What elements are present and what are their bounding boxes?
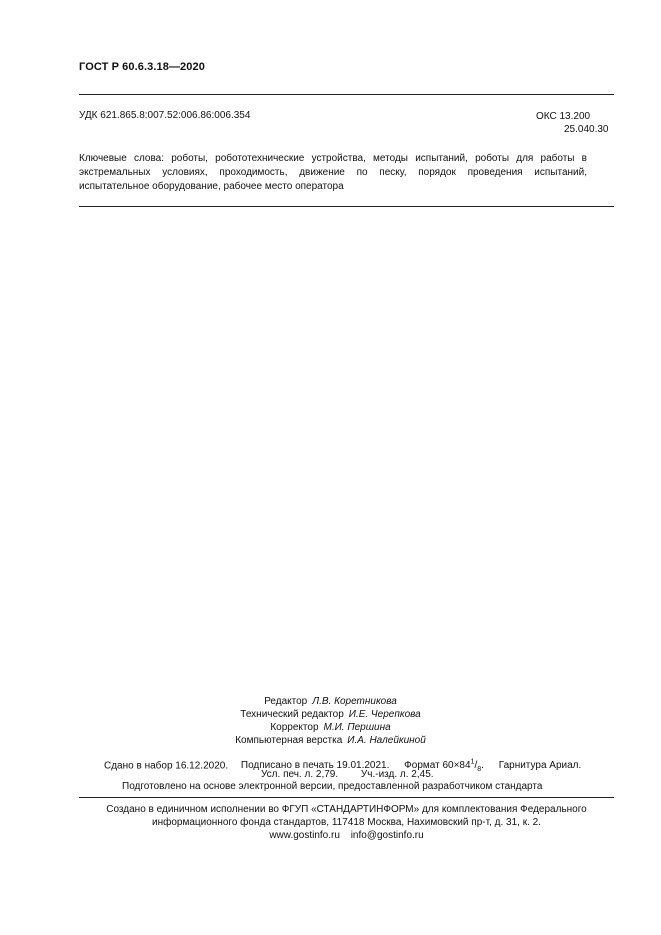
- credit-editor: Редактор Л.В. Коретникова: [264, 696, 397, 707]
- credits-block: [0, 695, 661, 747]
- credit-layout: Компьютерная верстка И.А. Налейкиной: [235, 735, 426, 746]
- oks-codes: [536, 110, 609, 136]
- udk-code: УДК 621.865.8:007.52:006.86:006.354: [79, 110, 251, 121]
- website-link[interactable]: www.gostinfo.ru: [269, 830, 340, 841]
- typeset-date: Сдано в набор 16.12.2020.: [104, 760, 229, 772]
- signed-date: Подписано в печать 19.01.2021.: [240, 760, 390, 772]
- credit-tech-editor: Технический редактор И.Е. Черепкова: [240, 709, 421, 720]
- footer-divider: [79, 797, 614, 798]
- print-sheets: Усл. печ. л. 2,79.: [261, 769, 339, 780]
- page-format: Формат $60\times 84^1/_8$.: [404, 759, 484, 774]
- email-link[interactable]: info@gostinfo.ru: [350, 830, 424, 841]
- typeface: Гарнитура Ариал.: [498, 760, 582, 772]
- credit-proofreader: Корректор М.И. Першина: [270, 722, 391, 733]
- keywords-divider: [79, 206, 614, 207]
- standard-code: ГОСТ Р 60.6.3.18—2020: [79, 61, 205, 73]
- footer-contacts: [79, 829, 614, 842]
- footer-line-2: информационного фонда стандартов, 117418 Москва, Нахимовский пр-т, д. 31, к. 2.: [152, 817, 541, 828]
- keywords-paragraph: Ключевые слова: роботы, робототехнические устройства, методы испытаний, роботы для работы в экстремальных условиях, проходимость, движение по песку, порядок проведения испытаний, испытательное оборудование, рабочее место оператора: [79, 153, 587, 192]
- oks-code-primary: ОКС 13.200: [536, 111, 591, 122]
- prepared-note: Подготовлено на основе электронной версии, предоставленной разработчиком стандарта: [122, 781, 543, 792]
- footer-block: [79, 803, 614, 842]
- header-divider: [79, 94, 614, 95]
- publishing-sheets: Уч.-изд. л. 2,45.: [360, 769, 434, 780]
- oks-code-secondary: 25.040.30: [564, 124, 609, 135]
- footer-line-1: Создано в единичном исполнении во ФГУП «СТАНДАРТИНФОРМ» для комплектования Федерального: [106, 804, 587, 815]
